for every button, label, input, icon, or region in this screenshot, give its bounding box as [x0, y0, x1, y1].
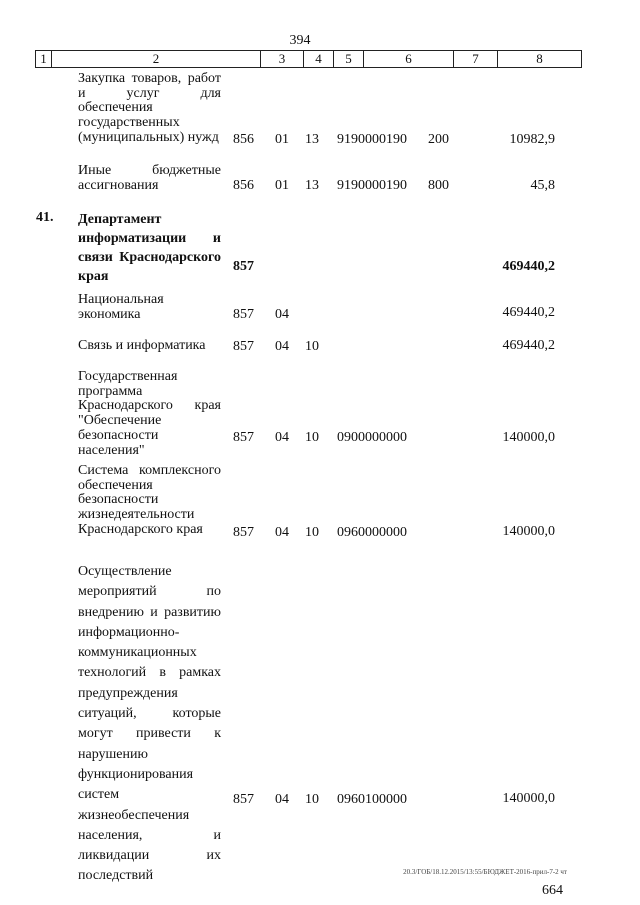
cell-amount: 10982,9 [509, 132, 555, 147]
cell-subsection: 13 [305, 178, 319, 193]
row-name: Система комплексного обеспечения безопасности жизнедеятельности Краснодарского края [78, 463, 221, 537]
row-name: Иные бюджетные ассигнования [78, 163, 221, 193]
cell-amount: 140000,0 [502, 791, 555, 806]
col-header-4: 4 [303, 51, 333, 67]
cell-subsection: 13 [305, 132, 319, 147]
cell-expense-type: 200 [428, 132, 449, 147]
cell-ministry: 856 [233, 132, 254, 147]
col-header-2: 2 [51, 51, 260, 67]
print-stamp: 20.3/ГОБ/18.12.2015/13:55/БЮДЖЕТ-2016-прил-7-2 чт [403, 868, 567, 876]
cell-amount: 140000,0 [502, 524, 555, 539]
cell-ministry: 856 [233, 178, 254, 193]
cell-ministry: 857 [233, 525, 254, 540]
col-header-7: 7 [453, 51, 497, 67]
row-name: Связь и информатика [78, 338, 206, 353]
col-header-6: 6 [363, 51, 453, 67]
cell-section: 04 [275, 792, 289, 807]
page-number: 394 [289, 33, 311, 48]
table-header [35, 50, 582, 68]
cell-target: 9190000190 [337, 132, 407, 147]
col-header-8: 8 [497, 51, 582, 67]
cell-ministry: 857 [233, 307, 254, 322]
cell-subsection: 10 [305, 525, 319, 540]
col-header-5: 5 [333, 51, 363, 67]
cell-amount: 469440,2 [502, 305, 555, 320]
footer-page-number: 664 [542, 883, 563, 898]
cell-section: 04 [275, 307, 289, 322]
row-number: 41. [36, 210, 54, 225]
cell-ministry: 857 [233, 430, 254, 445]
cell-amount: 140000,0 [502, 430, 555, 445]
cell-subsection: 10 [305, 339, 319, 354]
cell-section: 01 [275, 132, 289, 147]
cell-target: 9190000190 [337, 178, 407, 193]
cell-amount: 469440,2 [502, 259, 555, 274]
col-header-3: 3 [260, 51, 303, 67]
cell-target: 0900000000 [337, 430, 407, 445]
cell-section: 04 [275, 339, 289, 354]
cell-section: 04 [275, 430, 289, 445]
cell-expense-type: 800 [428, 178, 449, 193]
cell-target: 0960000000 [337, 525, 407, 540]
cell-amount: 45,8 [530, 178, 555, 193]
cell-ministry: 857 [233, 339, 254, 354]
cell-target: 0960100000 [337, 792, 407, 807]
cell-subsection: 10 [305, 792, 319, 807]
cell-section: 04 [275, 525, 289, 540]
col-header-1: 1 [35, 51, 51, 67]
row-name: Закупка товаров, работ и услуг для обеспечения государственных (муниципальных) нужд [78, 71, 221, 145]
row-name: Осуществление мероприятий по внедрению и развитию информационно-коммуникационных технологий в рамках предупреждения ситуаций, которые могут привести к нарушению функционирования систем жизнеобеспечения населения, и ликвидации их последствий [78, 564, 221, 884]
cell-ministry: 857 [233, 792, 254, 807]
cell-amount: 469440,2 [502, 338, 555, 353]
cell-section: 01 [275, 178, 289, 193]
row-name: Государственная программа Краснодарского края "Обеспечение безопасности населения" [78, 369, 221, 458]
row-name: Департамент информатизации и связи Краснодарского края [78, 212, 221, 284]
cell-ministry: 857 [233, 259, 254, 274]
cell-subsection: 10 [305, 430, 319, 445]
row-name: Национальная экономика [78, 292, 164, 322]
